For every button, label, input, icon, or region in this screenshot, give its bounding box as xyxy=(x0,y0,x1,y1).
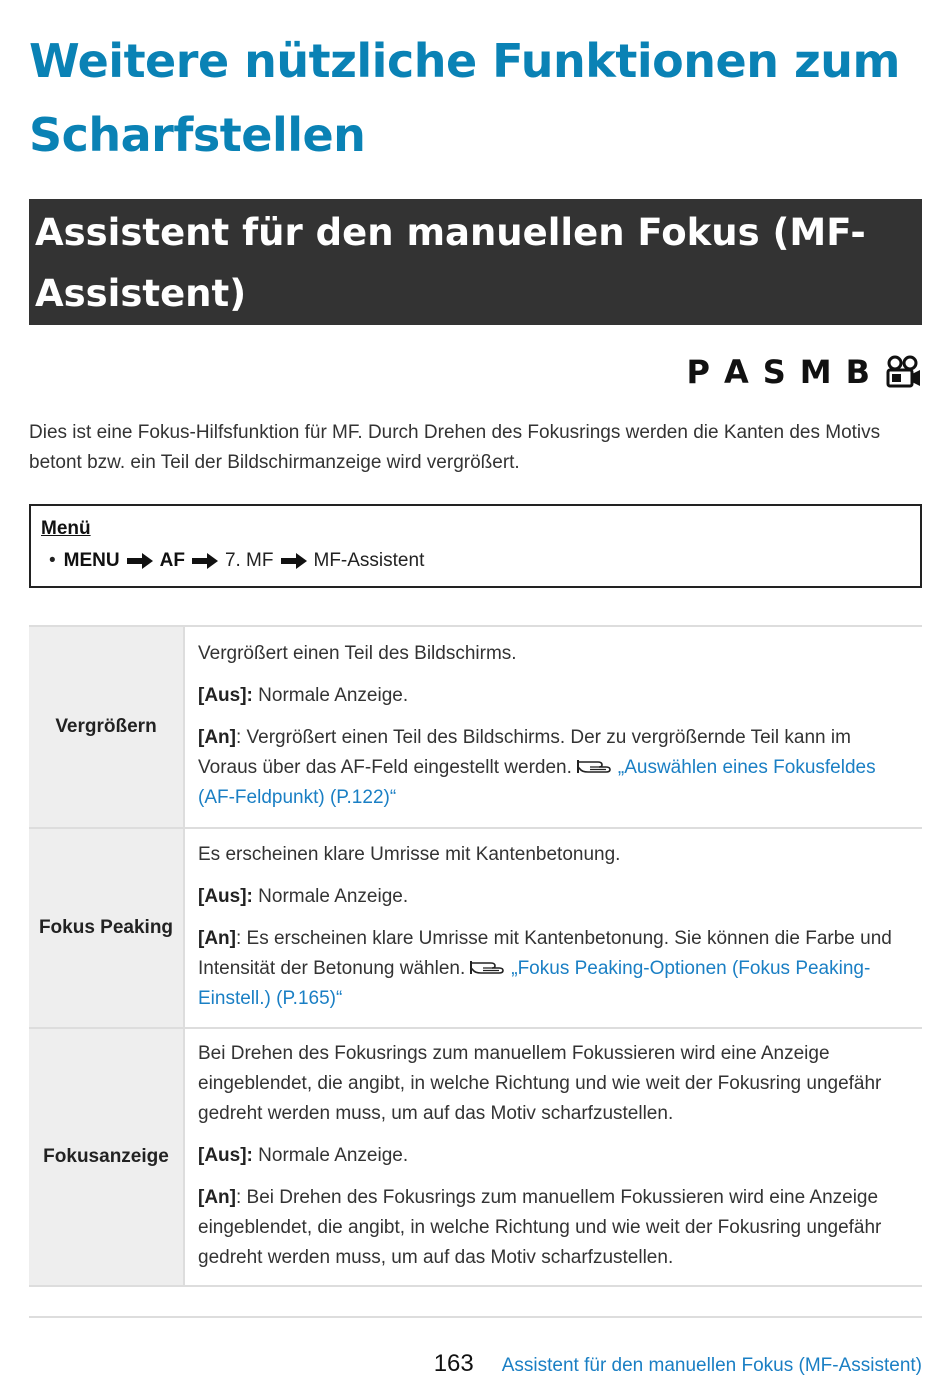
table-row xyxy=(29,1028,922,1286)
mode-a: A xyxy=(723,353,749,391)
row-label: Fokus Peaking xyxy=(29,828,184,1028)
menu-path-menu: MENU xyxy=(63,550,120,571)
option-label: [Aus]: xyxy=(198,685,253,706)
option-aus xyxy=(198,681,908,711)
arrow-right-icon xyxy=(281,553,307,569)
option-text: Normale Anzeige. xyxy=(252,685,409,706)
menu-heading: Menü xyxy=(41,518,91,539)
menu-path-af: AF xyxy=(159,550,185,571)
option-text: Normale Anzeige. xyxy=(252,1145,409,1166)
footer-divider xyxy=(29,1316,922,1318)
option-aus xyxy=(198,882,908,912)
row-label: Vergrößern xyxy=(29,626,184,828)
page-number: 163 xyxy=(433,1350,474,1377)
section-header xyxy=(29,199,922,325)
option-text: Normale Anzeige. xyxy=(252,886,409,907)
mode-p: P xyxy=(686,353,710,391)
menu-path-mf-assistent: MF-Assistent xyxy=(313,550,425,571)
cross-reference-link[interactable]: „Auswählen eines Fokusfeldes (AF-Feldpunkt) (P.122)“ xyxy=(198,757,876,808)
arrow-right-icon xyxy=(127,553,153,569)
option-label: [An] xyxy=(198,928,236,949)
footer-section-link[interactable]: Assistent für den manuellen Fokus (MF-Assistent) xyxy=(501,1355,922,1376)
option-an xyxy=(198,924,908,1014)
option-label: [An] xyxy=(198,1187,236,1208)
option-text: : Bei Drehen des Fokusrings zum manuellem Fokussieren wird eine Anzeige eingeblendet, die angibt, in welche Richtung und wie weit der Fokusring ungefähr gedreht werden muss, um auf das Motiv scharfzustellen. xyxy=(198,1187,882,1268)
pointing-hand-icon xyxy=(576,757,612,775)
cross-reference-link[interactable]: „Fokus Peaking-Optionen (Fokus Peaking-Einstell.) (P.165)“ xyxy=(198,958,871,1009)
section-title: Assistent für den manuellen Fokus (MF-Assistent) xyxy=(35,211,866,315)
mode-b: B xyxy=(845,353,870,391)
bullet: • xyxy=(49,550,56,571)
row-description xyxy=(184,1028,922,1286)
row-description xyxy=(184,626,922,828)
table-row xyxy=(29,828,922,1028)
footer xyxy=(434,1350,922,1378)
mode-m: M xyxy=(799,353,832,391)
option-label: [Aus]: xyxy=(198,1145,253,1166)
shooting-modes xyxy=(673,352,923,392)
intro-text: Dies ist eine Fokus-Hilfsfunktion für MF. Durch Drehen des Fokusrings werden die Kanten des Motivs betont bzw. ein Teil der Bildschirmanzeige wird vergrößert. xyxy=(29,422,881,473)
option-an xyxy=(198,723,908,813)
options-table xyxy=(29,625,922,1287)
page-title: Weitere nützliche Funktionen zum Scharfstellen xyxy=(29,34,900,162)
row-summary: Es erscheinen klare Umrisse mit Kantenbetonung. xyxy=(198,844,621,865)
menu-path-mf: 7. MF xyxy=(224,550,274,571)
option-label: [Aus]: xyxy=(198,886,253,907)
option-label: [An] xyxy=(198,727,236,748)
row-label: Fokusanzeige xyxy=(29,1028,184,1286)
option-text: : Es erscheinen klare Umrisse mit Kantenbetonung. Sie können die Farbe und Intensität der Betonung wählen. xyxy=(198,928,892,979)
movie-camera-icon xyxy=(884,355,922,389)
menu-path xyxy=(41,546,910,576)
mode-s: S xyxy=(762,353,786,391)
arrow-right-icon xyxy=(192,553,218,569)
row-summary: Bei Drehen des Fokusrings zum manuellem Fokussieren wird eine Anzeige eingeblendet, die angibt, in welche Richtung und wie weit der Fokusring ungefähr gedreht werden muss, um auf das Motiv scharfzustellen. xyxy=(198,1043,882,1124)
row-description xyxy=(184,828,922,1028)
option-an xyxy=(198,1183,908,1273)
option-text: : Vergrößert einen Teil des Bildschirms. Der zu vergrößernde Teil kann im Voraus über das AF-Feld eingestellt werden. xyxy=(198,727,851,778)
table-row xyxy=(29,626,922,828)
row-summary: Vergrößert einen Teil des Bildschirms. xyxy=(198,643,517,664)
option-aus xyxy=(198,1141,908,1171)
menu-box xyxy=(29,504,922,588)
pointing-hand-icon xyxy=(469,958,505,976)
